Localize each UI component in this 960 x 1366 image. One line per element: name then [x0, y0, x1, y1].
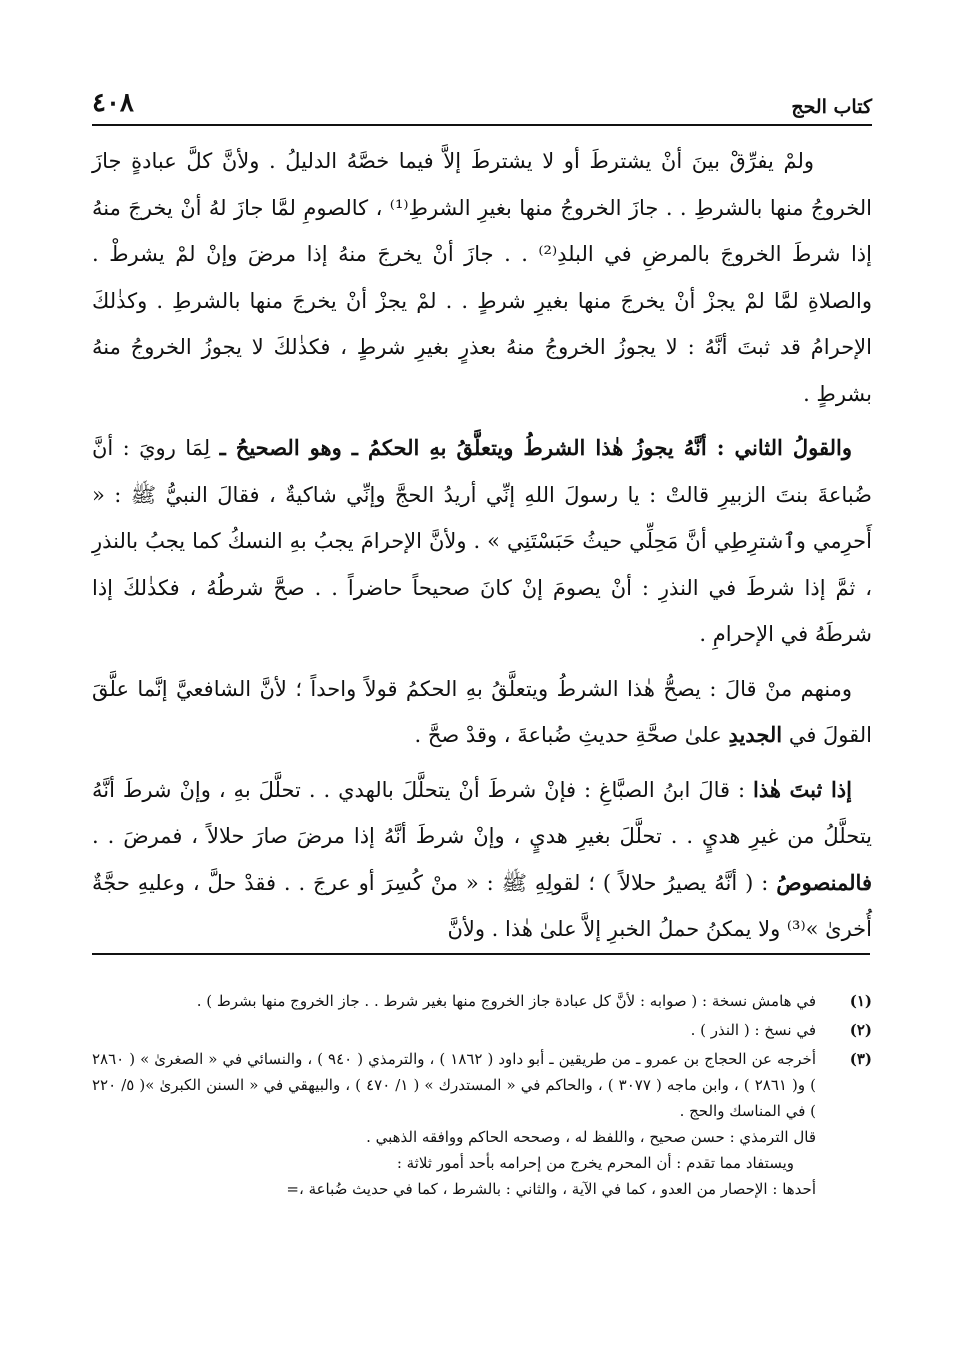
footnote-text-part: أحدها : الإحصار من العدو ، كما في الآية ، [562, 1180, 816, 1198]
footnote-text: في نسخ : ( النذر ) . [690, 1021, 816, 1039]
footnote-1 [92, 988, 872, 1014]
second-opinion-text: لِمَا رويَ : أنَّ ضُباعةَ بنتَ الزبيرِ قالتْ : يا رسولَ اللهِ إنِّي أريدُ الحجَّ وإنِّي شاكيةٌ ، فقالَ النبيُّ ﷺ : « أَحرِمي وٱشترِطِي أنَّ مَحِلِّي حيثُ حَبَسْتَنِي » . ولأنَّ الإحرامَ يجبُ بهِ النسكُ كما يجبُ بالنذرِ ، ثمَّ إذا شرطَ في النذرِ : أنْ يصومَ إنْ كانَ صحيحاً حاضراً . . صحَّ شرطُهُ ، فكذٰلكَ إذا شرطَهُ في الإحرامِ . [92, 436, 872, 646]
paragraph-3-part-a: ومنهم منْ قالَ : يصحُّ هٰذا الشرطُ ويتعلَّقُ بهِ الحكمُ قولاً واحداً ؛ لأنَّ الشافعيَّ إنَّما علَّقَ القولَ في [92, 676, 872, 747]
book-title: كتاب الحج [791, 96, 872, 118]
paragraph-4-bold: فالمنصوصُ [776, 869, 872, 895]
paragraph-4-part-b: : ( أنَّهُ يصيرُ حلالاً ) ؛ لقولِهِ ﷺ : « منْ كُسِرَ أو عرجَ . . فقدْ حلَّ ، وعليهِ حجَّةٌ أُخرىٰ »⁽³⁾ ولا يمكنُ حملُ الخبرِ إلاَّ علىٰ هٰذا . ولأنَّ [92, 870, 872, 941]
footnote-text-bold: والثاني [515, 1180, 558, 1198]
footnote-divider [92, 953, 870, 955]
footnote-text: ويستفاد مما تقدم : أن المحرم يخرج من إحرامه بأحد أمور ثلاثة : [396, 1154, 794, 1172]
paragraph-3-bold: الجديدِ [728, 722, 783, 747]
footnote-text [92, 1176, 816, 1202]
second-opinion-lead: والقولُ الثاني : أنَّهُ يجوزُ هٰذا الشرطُ ويتعلَّقُ بهِ الحكمُ ـ وهو الصحيحُ ـ [219, 435, 852, 460]
paragraph-4-lead: إذا ثبتَ هٰذا [753, 776, 852, 802]
footnotes [92, 988, 872, 1205]
page-header [92, 86, 872, 126]
main-text [92, 138, 872, 961]
footnote-number: (١) [849, 992, 872, 1010]
footnote-text-part: : بالشرط ، كما في حديث ضُباعة ،= [286, 1180, 511, 1198]
footnote-number: (٣) [849, 1050, 872, 1068]
footnote-3 [92, 1046, 872, 1202]
paragraph-3-part-b: علىٰ صحَّةِ حديثِ ضُباعةَ ، وقدْ صحَّ . [414, 723, 722, 747]
footnote-text: في هامش نسخة : ( صوابه : لأنَّ كل عبادة جاز الخروج منها بغير شرط . . جاز الخروج منها بشرط ) . [196, 992, 816, 1010]
footnote-text: أخرجه عن الحجاج بن عمرو ـ من طريقين ـ أبو داود ( ١٨٦٢ ) ، والترمذي ( ٩٤٠ ) ، والنسائي في « الصغرىٰ » ( ٢٨٦٠ ) و( ٢٨٦١ ) ، وابن ماجه ( ٣٠٧٧ ) ، والحاكم في « المستدرك » ( ١/ ٤٧٠ ) ، والبيهقي في « السنن الكبرىٰ »( ٥/ ٢٢٠ ) في المناسك والحج . [92, 1050, 816, 1120]
paragraph-3 [92, 666, 872, 759]
footnote-2 [92, 1017, 872, 1043]
paragraph-4 [92, 767, 872, 953]
footnote-number: (٢) [849, 1021, 872, 1039]
footnote-text: قال الترمذي : حسن صحيح ، واللفظ له ، وصححه الحاكم ووافقه الذهبي . [366, 1128, 816, 1146]
page-number: ٤٠٨ [92, 88, 134, 118]
paragraph-2 [92, 425, 872, 658]
paragraph-4-part-a: : قالَ ابنُ الصبَّاغِ : فإنْ شرطَ أنْ يتحلَّلَ بالهدي . . تحلَّلَ بهِ ، وإنْ شرطَ أنَّهُ يتحلَّلُ من غيرِ هديٍ . . تحلَّلَ بغيرِ هديٍ ، وإنْ شرطَ أنَّهُ إذا مرضَ صارَ حلالاً ، فمرضَ . . [92, 777, 872, 848]
paragraph-1: ولمْ يفرِّقْ بينَ أنْ يشترطَ أو لا يشترطَ إلاَّ فيما خصَّهُ الدليلُ . ولأنَّ كلَّ عبادةٍ جازَ الخروجُ منها بالشرطِ . . جازَ الخروجُ منها بغيرِ الشرطِ⁽¹⁾ ، كالصومِ لمَّا جازَ لهُ أنْ يخرجَ منهُ إذا شرطَ الخروجَ بالمرضِ في البلدِ⁽²⁾ . . جازَ أنْ يخرجَ منهُ إذا مرضَ وإنْ لمْ يشرطْ . والصلاةِ لمَّا لمْ يجزْ أنْ يخرجَ منها بغيرِ شرطٍ . . لمْ يجزْ أنْ يخرجَ منها بالشرطِ . وكذٰلكَ الإحرامُ قد ثبتَ أنَّهُ : لا يجوزُ الخروجُ منهُ بعذرٍ بغيرِ شرطٍ ، فكذٰلكَ لا يجوزُ الخروجُ منهُ بشرطٍ . [92, 149, 872, 406]
